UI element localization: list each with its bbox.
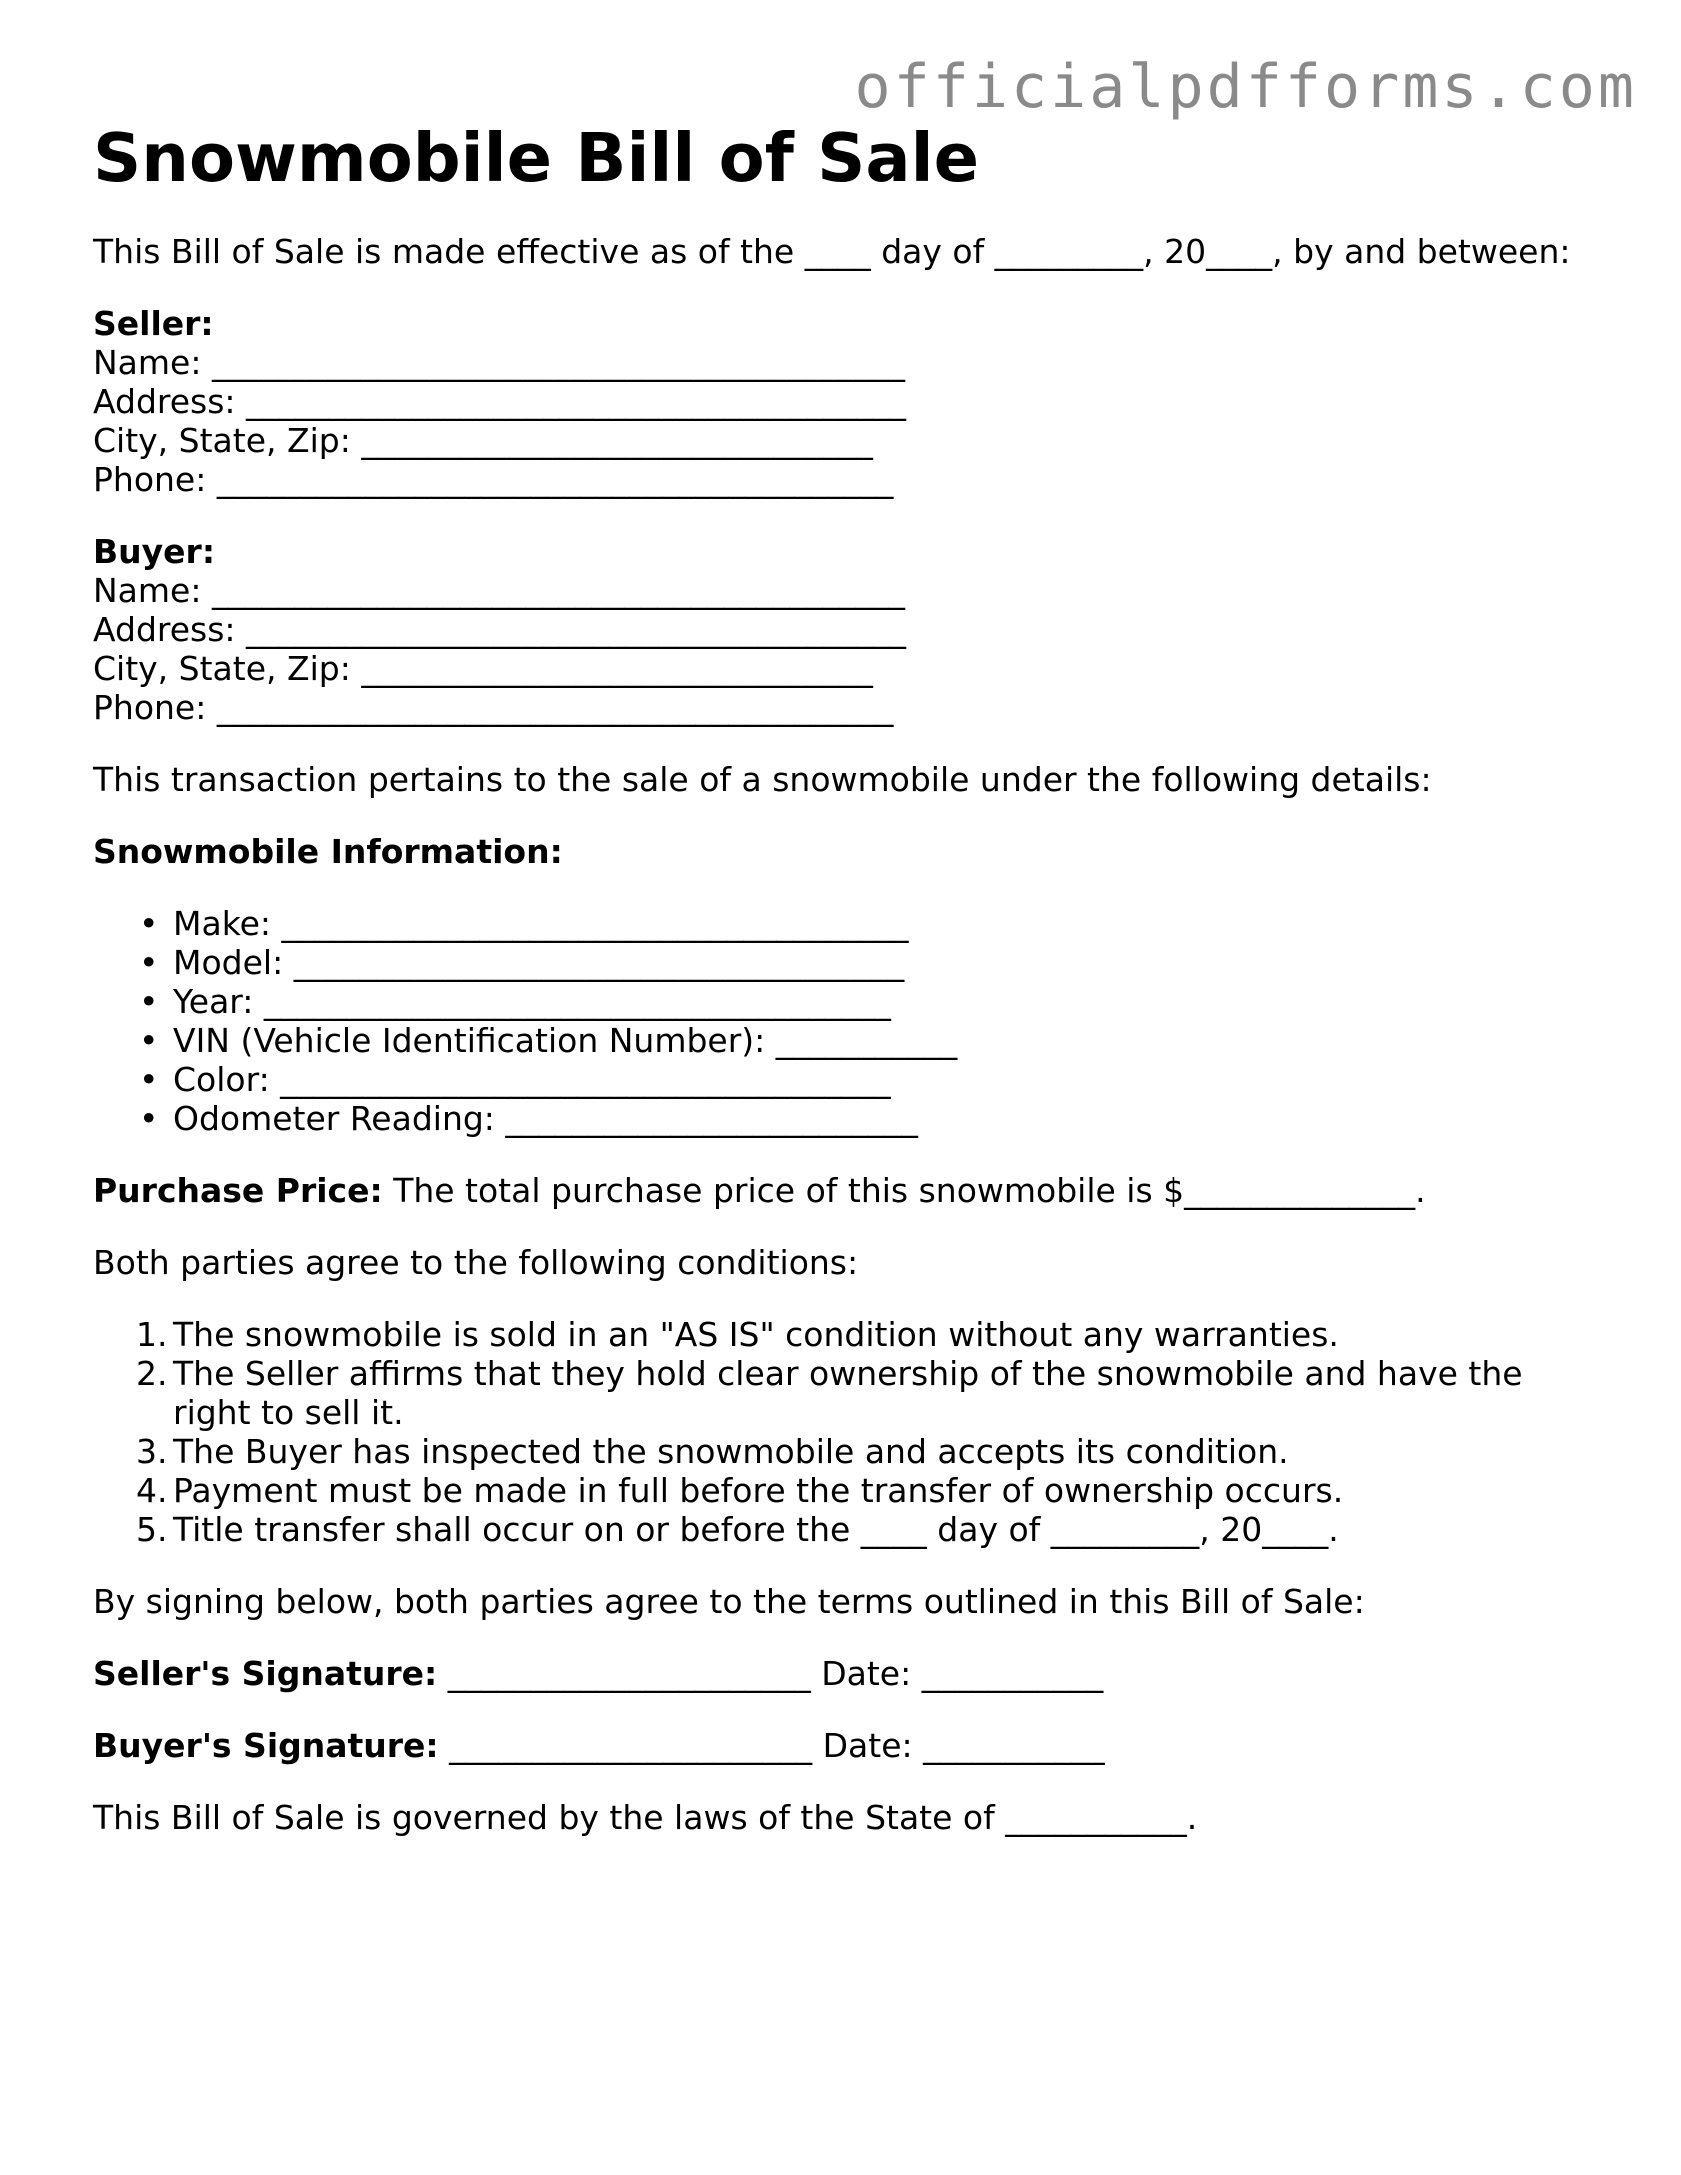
seller-phone-field[interactable]: Phone: _________________________________________ [93, 460, 894, 499]
bullet-icon: • [139, 904, 159, 943]
document-title: Snowmobile Bill of Sale [93, 119, 980, 197]
buyer-signature-field[interactable]: ______________________ Date: ___________ [438, 1726, 1105, 1765]
buyer-address-field[interactable]: Address: ________________________________________ [93, 610, 907, 649]
list-item [93, 1354, 1593, 1432]
bullet-icon: • [139, 1099, 159, 1138]
color-field[interactable]: Color: _____________________________________ [173, 1060, 891, 1099]
model-field[interactable]: Model: _____________________________________ [173, 943, 905, 982]
watermark: officialpdfforms.com [854, 52, 1637, 122]
condition-text: The Buyer has inspected the snowmobile and accepts its condition. [173, 1432, 1289, 1471]
year-field[interactable]: Year: ______________________________________ [173, 982, 891, 1021]
bullet-icon: • [139, 1021, 159, 1060]
seller-city-state-zip-field[interactable]: City, State, Zip: _______________________________ [93, 421, 873, 460]
buyer-signature-label: Buyer's Signature: [93, 1726, 439, 1765]
snowmobile-info-heading: Snowmobile Information: [93, 832, 563, 871]
purchase-price-field[interactable]: The total purchase price of this snowmobile is $______________. [382, 1171, 1426, 1210]
list-item[interactable] [93, 1099, 1593, 1138]
list-number: 1. [136, 1315, 168, 1354]
governing-law-field[interactable]: This Bill of Sale is governed by the laws of the State of ___________. [93, 1798, 1198, 1837]
seller-section [93, 304, 1593, 499]
list-item[interactable] [93, 1060, 1593, 1099]
list-item[interactable] [93, 1510, 1593, 1549]
conditions-intro: Both parties agree to the following conditions: [93, 1243, 859, 1282]
document-page [93, 118, 1593, 1837]
intro-text: This Bill of Sale is made effective as of the ____ day of _________, 20____, by and between: [93, 232, 1571, 271]
list-number: 4. [136, 1471, 168, 1510]
buyer-name-field[interactable]: Name: __________________________________________ [93, 571, 905, 610]
bullet-icon: • [139, 982, 159, 1021]
vin-field[interactable]: VIN (Vehicle Identification Number): ___________ [173, 1021, 958, 1060]
bullet-icon: • [139, 943, 159, 982]
condition-text: Payment must be made in full before the transfer of ownership occurs. [173, 1471, 1344, 1510]
seller-name-field[interactable]: Name: __________________________________________ [93, 343, 905, 382]
condition-text: The snowmobile is sold in an "AS IS" condition without any warranties. [173, 1315, 1339, 1354]
purchase-price-label: Purchase Price: [93, 1171, 383, 1210]
list-item [93, 1432, 1593, 1471]
buyer-phone-field[interactable]: Phone: _________________________________________ [93, 688, 894, 727]
purchase-price-paragraph [93, 1171, 1593, 1210]
signing-intro: By signing below, both parties agree to the terms outlined in this Bill of Sale: [93, 1582, 1365, 1621]
seller-signature-field[interactable]: ______________________ Date: ___________ [437, 1654, 1104, 1693]
list-item[interactable] [93, 904, 1593, 943]
buyer-signature-row [93, 1726, 1593, 1765]
odometer-field[interactable]: Odometer Reading: _________________________ [173, 1099, 918, 1138]
title-transfer-field[interactable]: Title transfer shall occur on or before the ____ day of _________, 20____. [173, 1510, 1339, 1549]
list-item [93, 1471, 1593, 1510]
seller-address-field[interactable]: Address: ________________________________________ [93, 382, 907, 421]
transaction-text: This transaction pertains to the sale of a snowmobile under the following details: [93, 760, 1432, 799]
seller-signature-row [93, 1654, 1593, 1693]
list-number: 2. [136, 1354, 168, 1393]
buyer-section [93, 532, 1593, 727]
list-number: 5. [136, 1510, 168, 1549]
buyer-city-state-zip-field[interactable]: City, State, Zip: _______________________________ [93, 649, 873, 688]
list-item[interactable] [93, 943, 1593, 982]
list-number: 3. [136, 1432, 168, 1471]
snowmobile-info-list [93, 904, 1593, 1138]
conditions-list [93, 1315, 1593, 1549]
make-field[interactable]: Make: ______________________________________ [173, 904, 909, 943]
seller-heading: Seller: [93, 304, 214, 343]
list-item [93, 1315, 1593, 1354]
buyer-heading: Buyer: [93, 532, 216, 571]
seller-signature-label: Seller's Signature: [93, 1654, 438, 1693]
list-item[interactable] [93, 982, 1593, 1021]
bullet-icon: • [139, 1060, 159, 1099]
list-item[interactable] [93, 1021, 1593, 1060]
condition-text: The Seller affirms that they hold clear ownership of the snowmobile and have the right to sell it. [173, 1354, 1523, 1432]
